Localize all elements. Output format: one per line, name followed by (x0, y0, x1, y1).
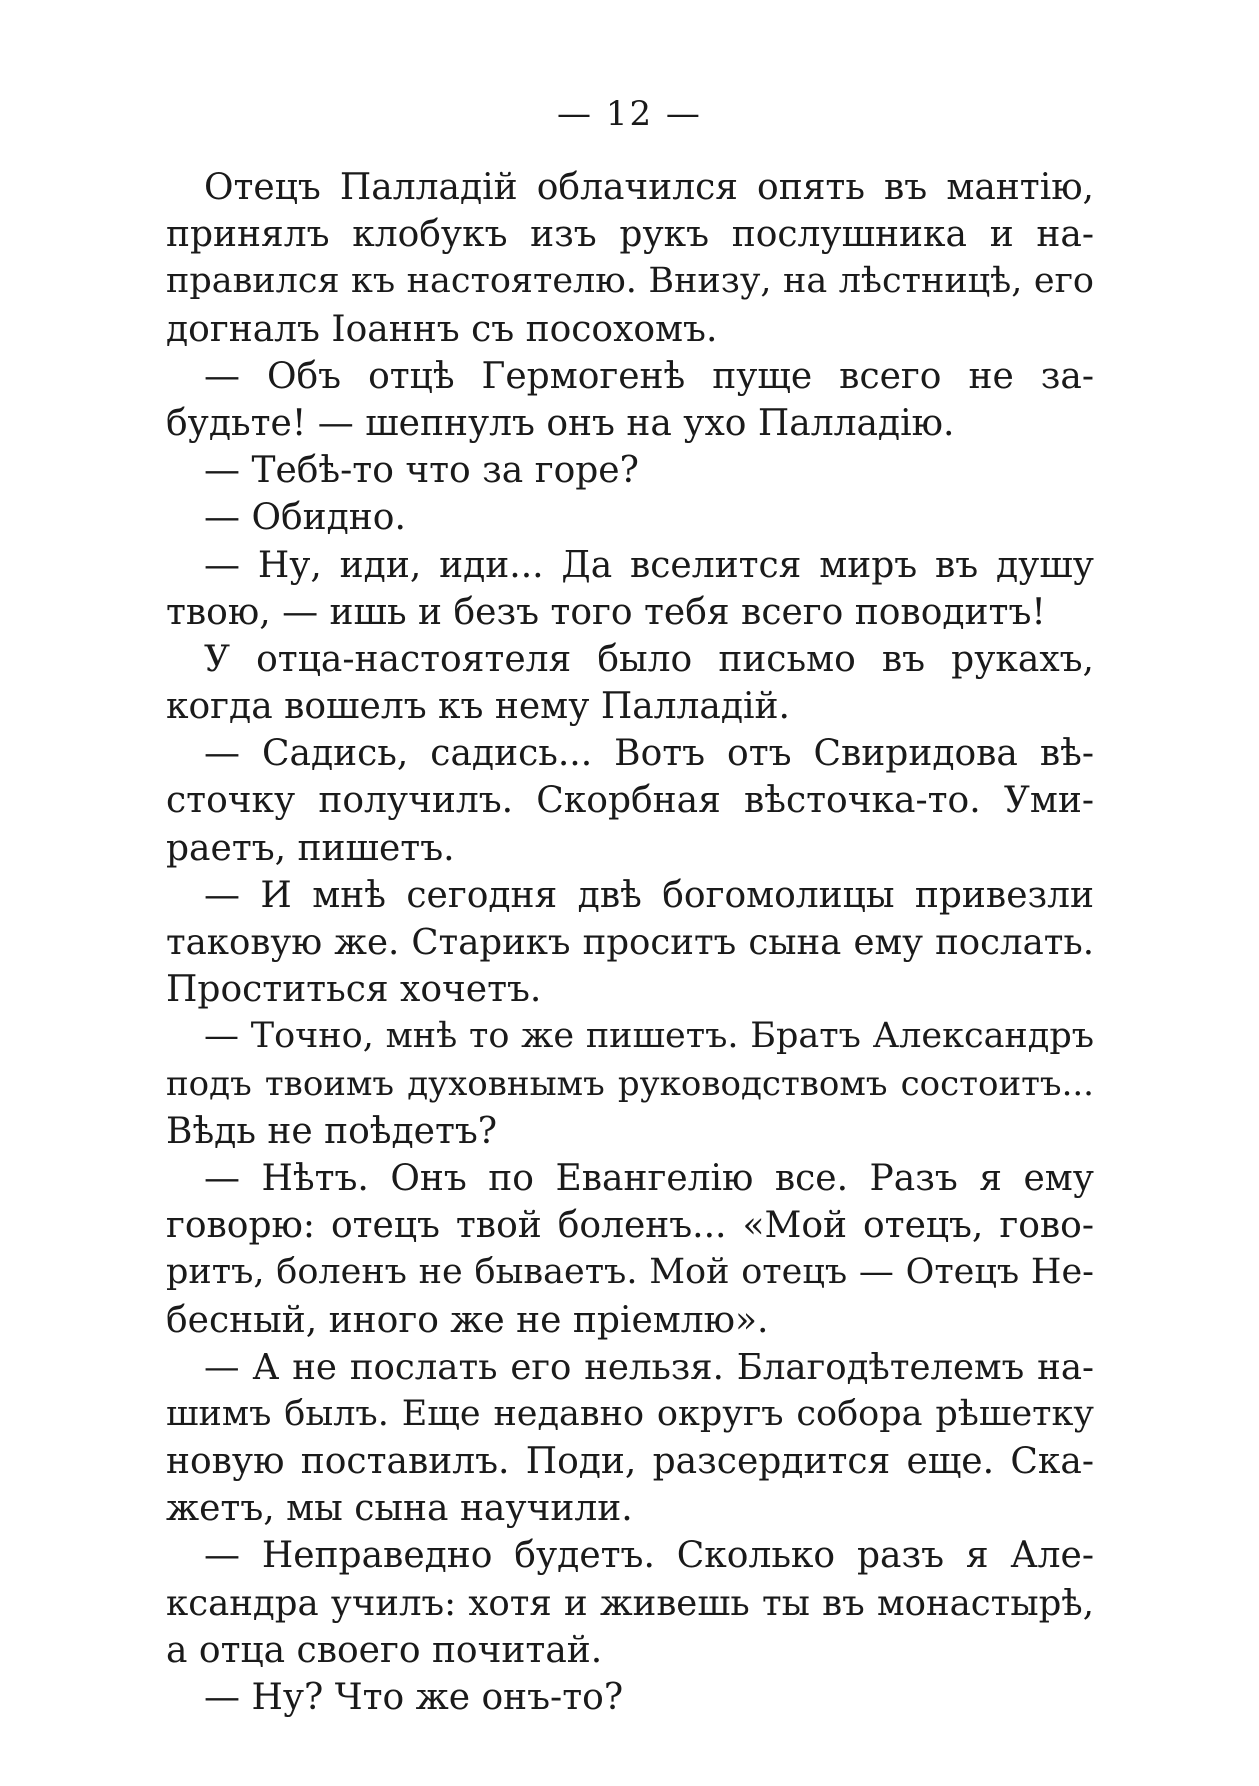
text-line: жетъ, мы сына научили. (166, 1488, 633, 1530)
text-line: Проститься хочетъ. (166, 969, 542, 1011)
body-text (166, 164, 1094, 1721)
text-line: когда вошелъ къ нему Палладій. (166, 686, 790, 728)
page-number: — 12 — (557, 94, 702, 134)
text-line: ксандра училъ: хотя и живешь ты въ монастырѣ, (166, 1582, 1094, 1624)
text-line: — Ну? Что же онъ-то? (204, 1677, 624, 1718)
text-line: бесный, иного же не пріемлю». (166, 1299, 769, 1341)
text-line: таковую же. Старикъ проситъ сына ему послать. (166, 922, 1094, 963)
text-line: догналъ Іоаннъ съ посохомъ. (166, 308, 718, 350)
text-line: — И мнѣ сегодня двѣ богомолицы привезли (204, 874, 1094, 916)
text-line: — Тебѣ-то что за горе? (204, 450, 639, 492)
text-line: У отца-настоятеля было письмо въ рукахъ, (204, 638, 1094, 680)
text-line: — Садись, садись... Вотъ отъ Свиридова вѣ- (204, 733, 1094, 775)
text-line: — Объ отцѣ Гермогенѣ пуще всего не за- (204, 355, 1094, 397)
text-line: — Нѣтъ. Онъ по Евангелію все. Разъ я ему (204, 1157, 1094, 1199)
text-line: Отецъ Палладій облачился опять въ мантію, (204, 167, 1094, 208)
text-line: будьте! — шепнулъ онъ на ухо Палладію. (166, 402, 955, 444)
text-line: шимъ былъ. Еще недавно округъ собора рѣшетку (166, 1393, 1094, 1434)
text-line: правился къ настоятелю. Внизу, на лѣстницѣ, его (166, 261, 1094, 302)
text-line: принялъ клобукъ изъ рукъ послушника и на- (166, 214, 1094, 256)
text-line: Вѣдь не поѣдетъ? (166, 1110, 498, 1152)
text-line: раетъ, пишетъ. (166, 827, 455, 869)
text-line: подъ твоимъ духовнымъ руководствомъ состоитъ... (166, 1063, 1094, 1104)
text-line: говорю: отецъ твой боленъ... «Мой отецъ, гово- (166, 1205, 1094, 1247)
text-line: — А не послать его нельзя. Благодѣтелемъ на- (204, 1346, 1094, 1388)
text-line: — Неправедно будетъ. Сколько разъ я Але- (204, 1535, 1094, 1577)
text-line: сточку получилъ. Скорбная вѣсточка-то. Уми- (166, 780, 1094, 822)
text-line: а отца своего почитай. (166, 1629, 603, 1671)
text-line: новую поставилъ. Поди, разсердится еще. Ска- (166, 1441, 1094, 1483)
text-line: твою, — ишь и безъ того тебя всего поводитъ! (166, 591, 1046, 633)
text-line: ритъ, боленъ не бываетъ. Мой отецъ — Отецъ Не- (166, 1252, 1094, 1293)
text-line: — Точно, мнѣ то же пишетъ. Братъ Александръ (204, 1016, 1094, 1057)
text-line: — Обидно. (204, 497, 406, 539)
text-line: — Ну, иди, иди... Да вселится миръ въ душу (204, 544, 1094, 586)
